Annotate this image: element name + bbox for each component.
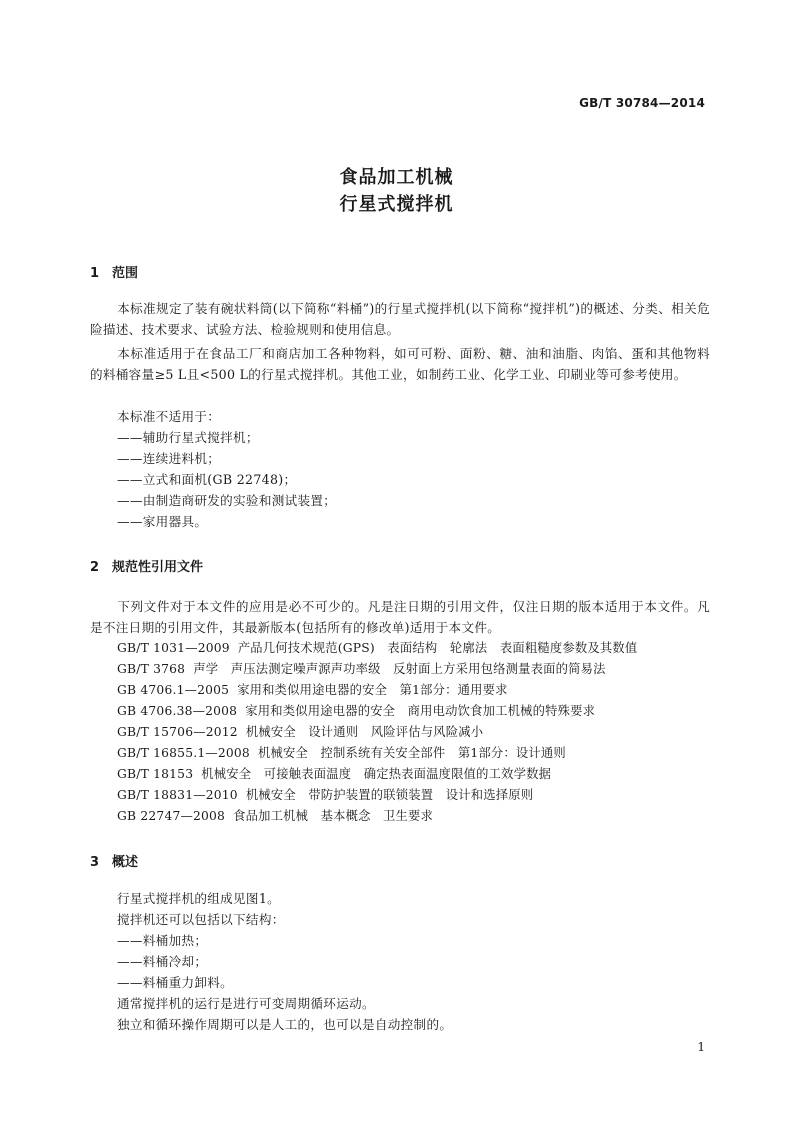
reference-title: 机械安全 控制系统有关安全部件 第1部分：设计通则 [257,746,566,760]
reference-item [117,743,717,764]
paragraph [90,343,710,385]
reference-title: 声学 声压法测定噪声源声功率级 反射面上方采用包络测量表面的简易法 [193,662,606,676]
paragraph-text: 本标准规定了装有碗状料筒(以下简称“料桶”)的行星式搅拌机(以下简称“搅拌机”)的概述、分类、相关危险描述、技术要求、试验方法、检验规则和使用信息。 [90,301,710,337]
reference-item [117,701,717,722]
reference-title: 机械安全 带防护装置的联锁装置 设计和选择原则 [245,788,534,802]
list-item: ——料桶冷却； [117,954,208,969]
reference-item [117,806,717,827]
page-number: 1 [697,1040,705,1054]
reference-item [117,764,717,785]
reference-item [117,785,717,806]
exclusion-list [117,406,717,532]
reference-item [117,680,717,701]
section-number: 2 [90,560,100,575]
document-title [0,164,793,218]
list-item: ——料桶重力卸料。 [117,975,234,990]
reference-title: 家用和类似用途电器的安全 商用电动饮食加工机械的特殊要求 [245,704,596,718]
reference-code: GB/T 15706—2012 [117,725,238,739]
section-number: 3 [90,855,100,870]
paragraph-text: 通常搅拌机的运行是进行可变周期循环运动。 [117,996,375,1011]
list-intro: 本标准不适用于： [117,409,221,424]
title-line-2: 行星式搅拌机 [339,194,454,215]
reference-code: GB/T 18831—2010 [117,788,238,802]
paragraph-text: 行星式搅拌机的组成见图1。 [117,891,281,906]
list-item: ——家用器具。 [117,514,208,529]
section-title: 范围 [112,266,139,281]
reference-code: GB/T 3768 [117,662,186,676]
reference-code: GB/T 1031—2009 [117,641,230,655]
reference-title: 机械安全 设计通则 风险评估与风险减小 [245,725,484,739]
reference-title: 机械安全 可接触表面温度 确定热表面温度限值的工效学数据 [201,767,552,781]
title-line-1: 食品加工机械 [339,167,454,188]
reference-code: GB 22747—2008 [117,809,226,823]
list-item: ——由制造商研发的实验和测试装置； [117,493,337,508]
list-item: ——连续进料机； [117,451,221,466]
overview-content [117,888,717,1035]
reference-code: GB 4706.1—2005 [117,683,230,697]
list-item: ——辅助行星式搅拌机； [117,430,259,445]
section-3-heading [90,851,138,870]
paragraph [90,596,710,638]
paragraph-text: 下列文件对于本文件的应用是必不可少的。凡是注日期的引用文件，仅注日期的版本适用于本文件。凡是不注日期的引用文件，其最新版本(包括所有的修改单)适用于本文件。 [90,599,710,635]
reference-item [117,659,717,680]
reference-title: 家用和类似用途电器的安全 第1部分：通用要求 [237,683,508,697]
section-title: 概述 [112,855,139,870]
list-item: ——料桶加热； [117,933,208,948]
reference-title: 食品加工机械 基本概念 卫生要求 [233,809,434,823]
reference-code: GB/T 18153 [117,767,194,781]
paragraph-text: 独立和循环操作周期可以是人工的，也可以是自动控制的。 [117,1017,453,1032]
section-1-heading [90,262,138,281]
reference-code: GB/T 16855.1—2008 [117,746,250,760]
reference-item [117,722,717,743]
section-2-heading [90,556,203,575]
reference-title: 产品几何技术规范(GPS) 表面结构 轮廓法 表面粗糙度参数及其数值 [237,641,638,655]
reference-item [117,638,717,659]
paragraph-text: 搅拌机还可以包括以下结构： [117,912,285,927]
reference-code: GB 4706.38—2008 [117,704,238,718]
list-item: ——立式和面机(GB 22748)； [117,472,297,487]
standard-code: GB/T 30784—2014 [579,96,705,110]
paragraph [90,298,710,340]
section-number: 1 [90,266,100,281]
section-title: 规范性引用文件 [112,560,204,575]
paragraph-text: 本标准适用于在食品工厂和商店加工各种物料，如可可粉、面粉、糖、油和油脂、肉馅、蛋和其他物料的料桶容量≥5 L且<500 L的行星式搅拌机。其他工业，如制药工业、化学工业、印刷业等可参考使用。 [90,346,710,382]
reference-list [117,638,717,827]
